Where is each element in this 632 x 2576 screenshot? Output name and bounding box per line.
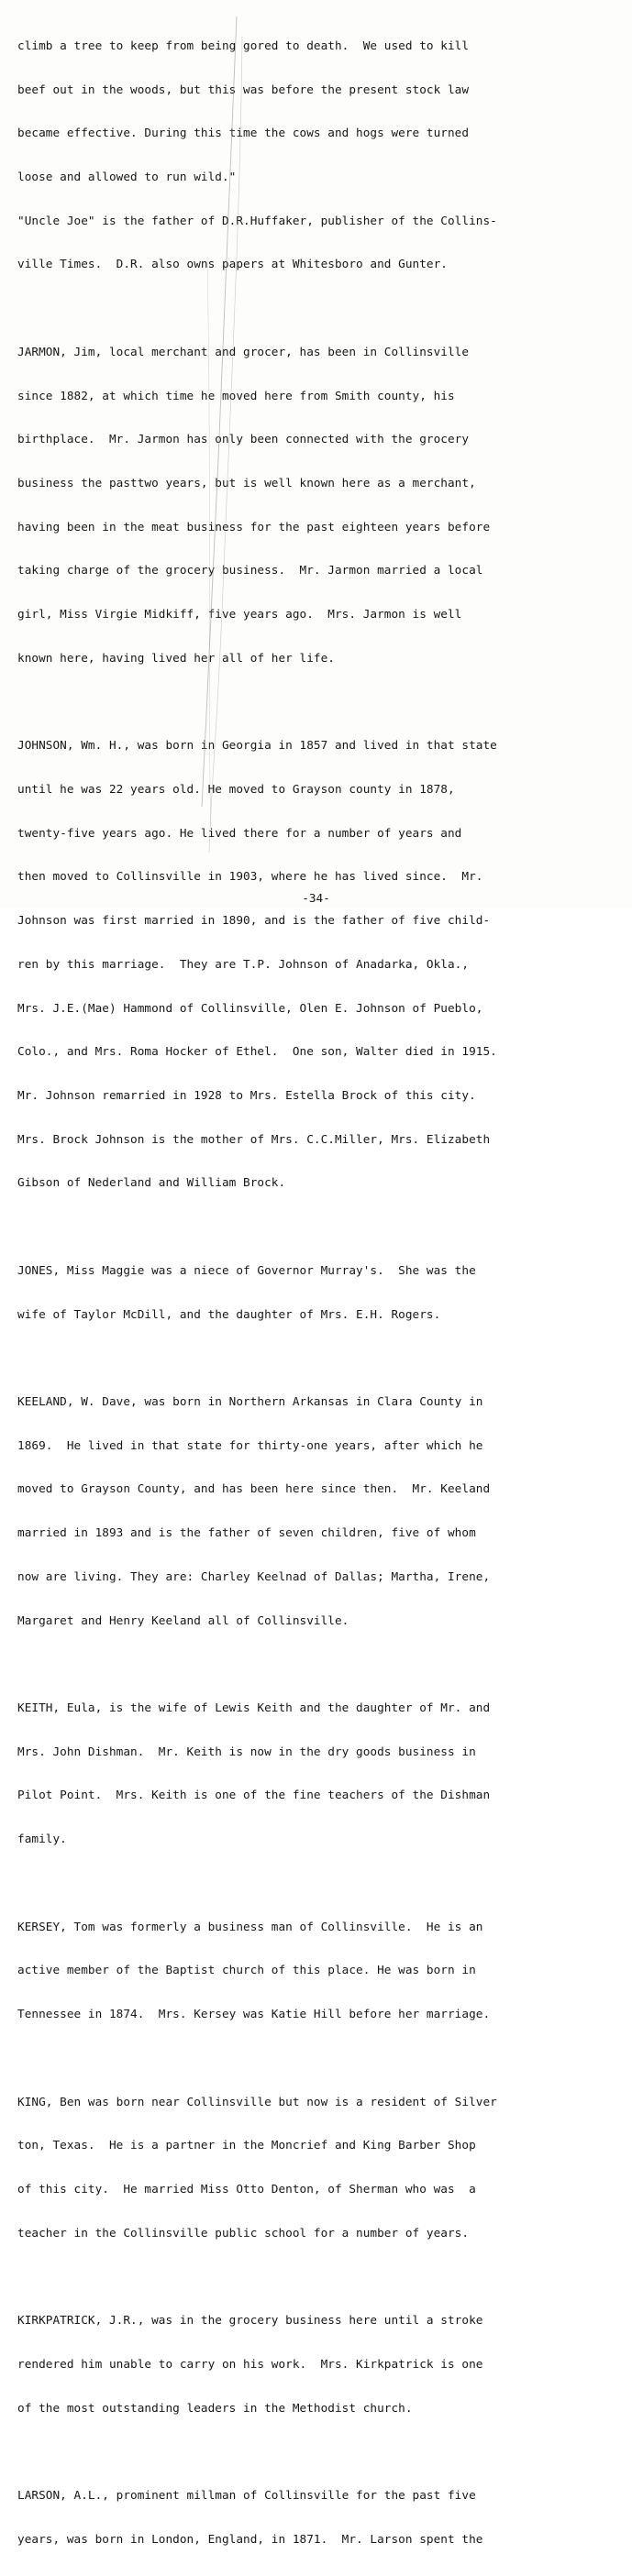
text-line: family. [17, 1832, 67, 1846]
paragraph-kersey [17, 1890, 625, 2051]
text-line: having been in the meat business for the past eighteen years before [17, 519, 491, 534]
text-line: JARMON, Jim, local merchant and grocer, has been in Collinsville [17, 344, 470, 358]
text-line: taking charge of the grocery business. Mr. Jarmon married a local [17, 563, 483, 578]
paragraph-gap [17, 301, 625, 315]
text-line: rendered him unable to carry on his work. Mrs. Kirkpatrick is one [17, 2356, 483, 2371]
paragraph-gap [17, 1350, 625, 1365]
paragraph-gap [17, 2051, 625, 2065]
text-line: ville Times. D.R. also owns papers at Whitesboro and Gunter. [17, 257, 448, 271]
text-line: became effective. During this time the cows and hogs were turned [17, 126, 470, 140]
text-line: teacher in the Collinsville public school for a number of years. [17, 2225, 470, 2240]
paragraph-jones [17, 1234, 625, 1350]
page-body-text [17, 9, 625, 2576]
text-line: KEITH, Eula, is the wife of Lewis Keith and the daughter of Mr. and [17, 1701, 491, 1715]
paragraph-gap [17, 2269, 625, 2284]
text-line: Mrs. Brock Johnson is the mother of Mrs. C.C.Miller, Mrs. Elizabeth [17, 1131, 491, 1146]
text-line: LARSON, A.L., prominent millman of Collinsville for the past five [17, 2488, 476, 2503]
text-line: birthplace. Mr. Jarmon has only been connected with the grocery [17, 432, 470, 446]
text-line: of the most outstanding leaders in the Methodist church. [17, 2400, 413, 2415]
paragraph-gap [17, 1219, 625, 1234]
text-line: twenty-five years ago. He lived there for a number of years and [17, 825, 462, 840]
text-line: Gibson of Nederland and William Brock. [17, 1175, 286, 1190]
text-line: JOHNSON, Wm. H., was born in Georgia in 1857 and lived in that state [17, 738, 497, 753]
text-line: Mrs. John Dishman. Mr. Keith is now in the dry goods business in [17, 1744, 476, 1758]
text-line: Pilot Point. Mrs. Keith is one of the fine teachers of the Dishman [17, 1788, 491, 1802]
text-line: ton, Texas. He is a partner in the Moncrief and King Barber Shop [17, 2138, 476, 2152]
paragraph-intro [17, 9, 625, 301]
paragraph-gap [17, 1876, 625, 1890]
text-line: Tennessee in 1874. Mrs. Kersey was Katie Hill before her marriage. [17, 2007, 491, 2021]
text-line: Johnson was first married in 1890, and is the father of five child- [17, 913, 491, 928]
text-line: Mr. Johnson remarried in 1928 to Mrs. Estella Brock of this city. [17, 1087, 476, 1102]
text-line: moved to Grayson County, and has been here since then. Mr. Keeland [17, 1481, 491, 1496]
paragraph-gap [17, 694, 625, 709]
text-line: of this city. He married Miss Otto Denton, of Sherman who was a [17, 2182, 476, 2196]
text-line: active member of the Baptist church of this place. He was born in [17, 1963, 476, 1977]
paragraph-johnson [17, 709, 625, 1219]
text-line: JONES, Miss Maggie was a niece of Governor Murray's. She was the [17, 1262, 476, 1277]
text-line: then moved to Collinsville in 1903, where he has lived since. Mr. [17, 869, 483, 884]
text-line: business the pasttwo years, but is well known here as a merchant, [17, 475, 476, 490]
text-line: KERSEY, Tom was formerly a business man of Collinsville. He is an [17, 1919, 483, 1933]
page-number: -34- [302, 891, 330, 905]
paragraph-kirkpatrick [17, 2284, 625, 2444]
text-line: years, was born in London, England, in 1871. Mr. Larson spent the [17, 2531, 483, 2546]
text-line: beef out in the woods, but this was before the present stock law [17, 82, 470, 96]
text-line: loose and allowed to run wild." [17, 169, 237, 183]
paragraph-larson [17, 2459, 625, 2575]
text-line: KEELAND, W. Dave, was born in Northern Arkansas in Clara County in [17, 1394, 483, 1409]
paragraph-king [17, 2065, 625, 2270]
text-line: Margaret and Henry Keeland all of Collinsville. [17, 1613, 349, 1627]
paragraph-gap [17, 2444, 625, 2459]
text-line: married in 1893 and is the father of seven children, five of whom [17, 1525, 476, 1540]
text-line: ren by this marriage. They are T.P. Johnson of Anadarka, Okla., [17, 956, 470, 971]
text-line: known here, having lived her all of her life. [17, 650, 335, 665]
text-line: since 1882, at which time he moved here from Smith county, his [17, 388, 455, 402]
paragraph-keeland [17, 1365, 625, 1657]
text-line: climb a tree to keep from being gored to death. We used to kill [17, 38, 470, 52]
text-line: girl, Miss Virgie Midkiff, five years ago. Mrs. Jarmon is well [17, 607, 462, 622]
text-line: Mrs. J.E.(Mae) Hammond of Collinsville, Olen E. Johnson of Pueblo, [17, 1000, 483, 1015]
paragraph-gap [17, 1657, 625, 1671]
text-line: until he was 22 years old. He moved to Grayson county in 1878, [17, 781, 455, 796]
paragraph-keith [17, 1671, 625, 1876]
text-line: "Uncle Joe" is the father of D.R.Huffaker, publisher of the Collins- [17, 213, 497, 227]
paragraph-jarmon [17, 315, 625, 694]
text-line: KING, Ben was born near Collinsville but now is a resident of Silver [17, 2094, 497, 2108]
text-line: KIRKPATRICK, J.R., was in the grocery business here until a stroke [17, 2313, 483, 2328]
text-line: 1869. He lived in that state for thirty-one years, after which he [17, 1437, 483, 1452]
text-line: now are living. They are: Charley Keelnad of Dallas; Martha, Irene, [17, 1569, 491, 1583]
text-line: wife of Taylor McDill, and the daughter of Mrs. E.H. Rogers. [17, 1306, 441, 1321]
text-line: Colo., and Mrs. Roma Hocker of Ethel. One son, Walter died in 1915. [17, 1044, 497, 1059]
